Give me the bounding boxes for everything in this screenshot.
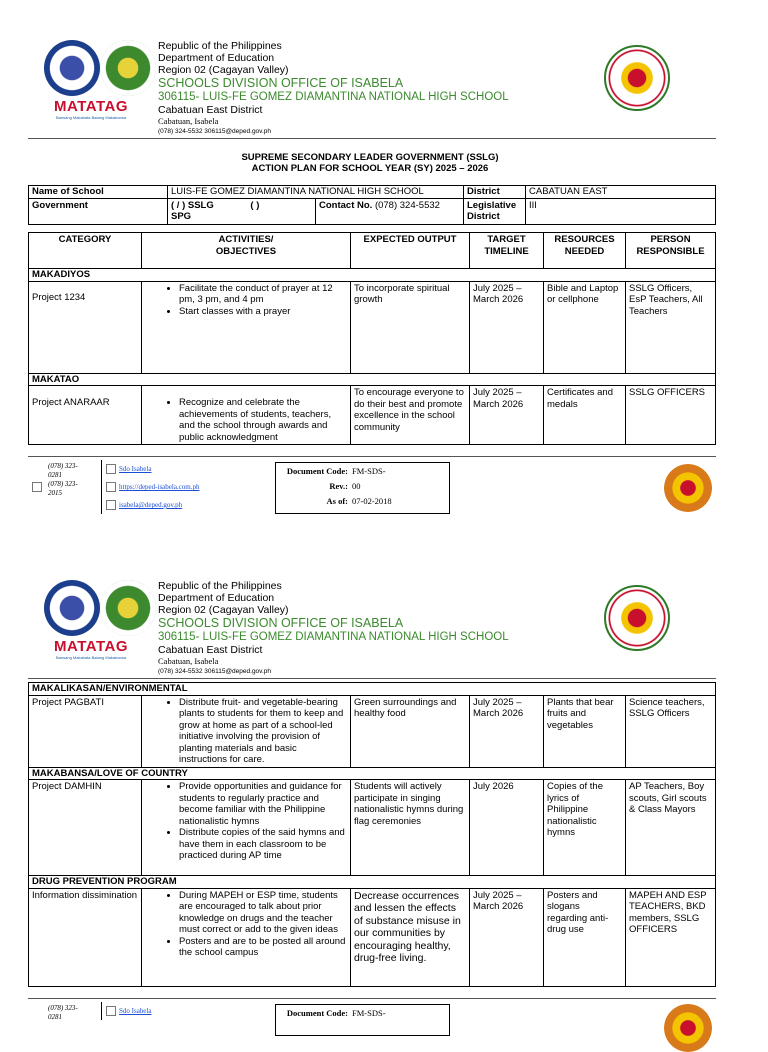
col-category: CATEGORY [29, 233, 142, 269]
division-text: SCHOOLS DIVISION OFFICE OF ISABELA [158, 76, 404, 90]
government-value [168, 198, 316, 224]
phone-2: (078) 323-2015 [48, 480, 78, 497]
district-text: Cabatuan East District [158, 104, 263, 116]
person-cell: SSLG Officers, EsP Teachers, All Teachers [626, 281, 716, 373]
activity-item: • Start classes with a prayer [179, 306, 347, 318]
activities-cell [142, 780, 351, 876]
header-divider [28, 138, 716, 139]
activity-item: • Facilitate the conduct of prayer at 12 pm, 3 pm, and 4 pm [179, 283, 347, 306]
header-divider [28, 678, 716, 679]
contact-line: (078) 324-5532 306115@deped.gov.ph [158, 128, 271, 135]
contact-cell [316, 198, 464, 224]
name-label: Name of School [29, 186, 168, 199]
page-2 [0, 540, 768, 1024]
doc-code-label: Document Code: [286, 1007, 348, 1018]
table-row [29, 780, 716, 876]
activities-cell [142, 695, 351, 767]
contact-line: (078) 324-5532 306115@deped.gov.ph [158, 668, 271, 675]
col-output: EXPECTED OUTPUT [351, 233, 470, 269]
phone-icon [32, 482, 42, 492]
activity-item: • Distribute copies of the said hymns and have them in each classroom to be practiced during AP time [179, 827, 347, 862]
contact-value: (078) 324-5532 [374, 199, 440, 211]
school-seal-icon [604, 45, 670, 111]
project-name: Project ANARAAR [29, 386, 142, 445]
output-cell: Green surroundings and healthy food [351, 695, 470, 767]
activity-item: • Provide opportunities and guidance for students to regularly practice and become familiar with the Philippine nationalistic hymns [179, 781, 347, 827]
facebook-icon [106, 1006, 116, 1016]
web-icon [106, 482, 116, 492]
footer-seal-icon [664, 464, 712, 512]
timeline-cell: July 2025 – March 2026 [470, 888, 544, 986]
resources-cell: Bible and Laptop or cellphone [544, 281, 626, 373]
footer-divider [28, 998, 716, 999]
category-makalikasan: MAKALIKASAN/ENVIRONMENTAL [29, 683, 716, 696]
matatag-tagline: Bansang Makabata Batang Makabansa [56, 115, 127, 120]
contact-label: Contact No. [319, 199, 373, 211]
project-name: Information dissimination [29, 888, 142, 986]
activity-item: • Recognize and celebrate the achievements of students, teachers, and the school through awards and public acknowledgment [179, 397, 347, 443]
phone-1: (078) 323-0281 [48, 462, 78, 479]
action-plan-table-1 [28, 232, 716, 445]
doc-code-value: FM-SDS- [352, 1007, 386, 1018]
table-row [29, 695, 716, 767]
col-person: PERSON RESPONSIBLE [626, 233, 716, 269]
school-text: 306115- LUIS-FE GOMEZ DIAMANTINA NATIONAL HIGH SCHOOL [158, 91, 509, 103]
col-timeline: TARGET TIMELINE [470, 233, 544, 269]
government-label: Government [29, 198, 168, 224]
project-name: Project PAGBATI [29, 695, 142, 767]
name-value: LUIS-FE GOMEZ DIAMANTINA NATIONAL HIGH SCHOOL [168, 186, 464, 199]
facebook-link[interactable]: Sdo Isabela [119, 465, 152, 473]
table-row [29, 281, 716, 373]
school-info-table [28, 185, 716, 225]
activity-item: • Distribute fruit- and vegetable-bearing plants to students for them to keep and grow at home as part of a school-led initiative involving the provision of planting materials and basic instructions for care. [179, 697, 347, 766]
category-makadiyos: MAKADIYOS [29, 269, 716, 282]
asof-value: 07-02-2018 [352, 495, 392, 506]
town-text: Cabatuan, Isabela [158, 116, 219, 126]
document-code-box [275, 462, 450, 514]
phone-1: (078) 323-0281 [48, 1004, 78, 1021]
doc-title-1: SUPREME SECONDARY LEADER GOVERNMENT (SSLG) [241, 152, 499, 163]
footer-links [101, 1002, 151, 1020]
email-link[interactable]: isabela@deped.gov.ph [119, 501, 183, 509]
doc-title-2: ACTION PLAN FOR SCHOOL YEAR (SY) 2025 – 2026 [251, 163, 489, 174]
footer-seal-icon [664, 1004, 712, 1052]
asof-label: As of: [326, 495, 348, 506]
project-name: Project 1234 [29, 281, 142, 373]
republic-text: Republic of the Philippines [158, 580, 282, 592]
rev-label: Rev.: [329, 480, 348, 491]
project-name: Project DAMHIN [29, 780, 142, 876]
district-label: District [464, 186, 526, 199]
rev-value: 00 [352, 480, 361, 491]
district-text: Cabatuan East District [158, 644, 263, 656]
matatag-logo: MATATAG [54, 98, 129, 115]
legislative-value: III [526, 198, 716, 224]
action-plan-table-2 [28, 682, 716, 987]
table-row [29, 386, 716, 445]
timeline-cell: July 2026 [470, 780, 544, 876]
category-drug-prevention: DRUG PREVENTION PROGRAM [29, 876, 716, 889]
letterhead [158, 40, 509, 136]
activity-item: • Posters and are to be posted all around the school campus [179, 936, 347, 959]
output-cell: Decrease occurrences and lessen the effects of substance misuse in our communities by encouraging healthy, drug-free living. [351, 888, 470, 986]
letterhead [158, 580, 509, 676]
district-value: CABATUAN EAST [526, 186, 716, 199]
person-cell: SSLG OFFICERS [626, 386, 716, 445]
resources-cell: Plants that bear fruits and vegetables [544, 695, 626, 767]
doc-code-label: Document Code: [286, 465, 348, 476]
region-text: Region 02 (Cagayan Valley) [158, 604, 289, 616]
matatag-logo: MATATAG [54, 638, 129, 655]
output-cell: Students will actively participate in singing nationalistic hymns during flag ceremonies [351, 780, 470, 876]
col-activities: ACTIVITIES/ OBJECTIVES [142, 233, 351, 269]
activity-item: • During MAPEH or ESP time, students are encouraged to talk about prior knowledge on drugs and the teacher must correct or add to the given ideas [179, 890, 347, 936]
resources-cell: Posters and slogans regarding anti-drug use [544, 888, 626, 986]
activities-cell [142, 386, 351, 445]
person-cell: AP Teachers, Boy scouts, Girl scouts & Class Mayors [626, 780, 716, 876]
division-seal-icon [100, 40, 156, 96]
deped-seal-icon [44, 580, 100, 636]
department-text: Department of Education [158, 52, 275, 64]
category-makatao: MAKATAO [29, 373, 716, 386]
spg-checkbox: ( ) [250, 199, 260, 211]
person-cell: MAPEH AND ESP TEACHERS, BKD members, SSLG OFFICERS [626, 888, 716, 986]
school-text: 306115- LUIS-FE GOMEZ DIAMANTINA NATIONAL HIGH SCHOOL [158, 631, 509, 643]
website-link[interactable]: https://deped-isabela.com.ph [119, 483, 200, 491]
legislative-label: Legislative District [464, 198, 526, 224]
republic-text: Republic of the Philippines [158, 40, 282, 52]
spg-option: SPG [171, 211, 192, 222]
resources-cell: Copies of the lyrics of Philippine nationalistic hymns [544, 780, 626, 876]
footer-links [101, 460, 199, 514]
timeline-cell: July 2025 – March 2026 [470, 386, 544, 445]
activities-cell [142, 281, 351, 373]
output-cell: To encourage everyone to do their best and promote excellence in the school community [351, 386, 470, 445]
division-seal-icon [100, 580, 156, 636]
document-code-box [275, 1004, 450, 1036]
sslg-option: ( / ) SSLG [171, 199, 214, 211]
footer-phones [30, 462, 90, 498]
footer-divider [28, 456, 716, 457]
doc-code-value: FM-SDS- [352, 465, 386, 476]
matatag-tagline: Bansang Makabata Batang Makabansa [56, 655, 127, 660]
timeline-cell: July 2025 – March 2026 [470, 695, 544, 767]
resources-cell: Certificates and medals [544, 386, 626, 445]
deped-seal-icon [44, 40, 100, 96]
school-seal-icon [604, 585, 670, 651]
email-icon [106, 500, 116, 510]
category-makabansa: MAKABANSA/LOVE OF COUNTRY [29, 767, 716, 780]
person-cell: Science teachers, SSLG Officers [626, 695, 716, 767]
region-text: Region 02 (Cagayan Valley) [158, 64, 289, 76]
town-text: Cabatuan, Isabela [158, 656, 219, 666]
facebook-link[interactable]: Sdo Isabela [119, 1007, 152, 1015]
department-text: Department of Education [158, 592, 275, 604]
col-resources: RESOURCES NEEDED [544, 233, 626, 269]
table-row [29, 888, 716, 986]
footer-phones [30, 1004, 90, 1022]
timeline-cell: July 2025 – March 2026 [470, 281, 544, 373]
facebook-icon [106, 464, 116, 474]
activities-cell [142, 888, 351, 986]
output-cell: To incorporate spiritual growth [351, 281, 470, 373]
division-text: SCHOOLS DIVISION OFFICE OF ISABELA [158, 616, 404, 630]
